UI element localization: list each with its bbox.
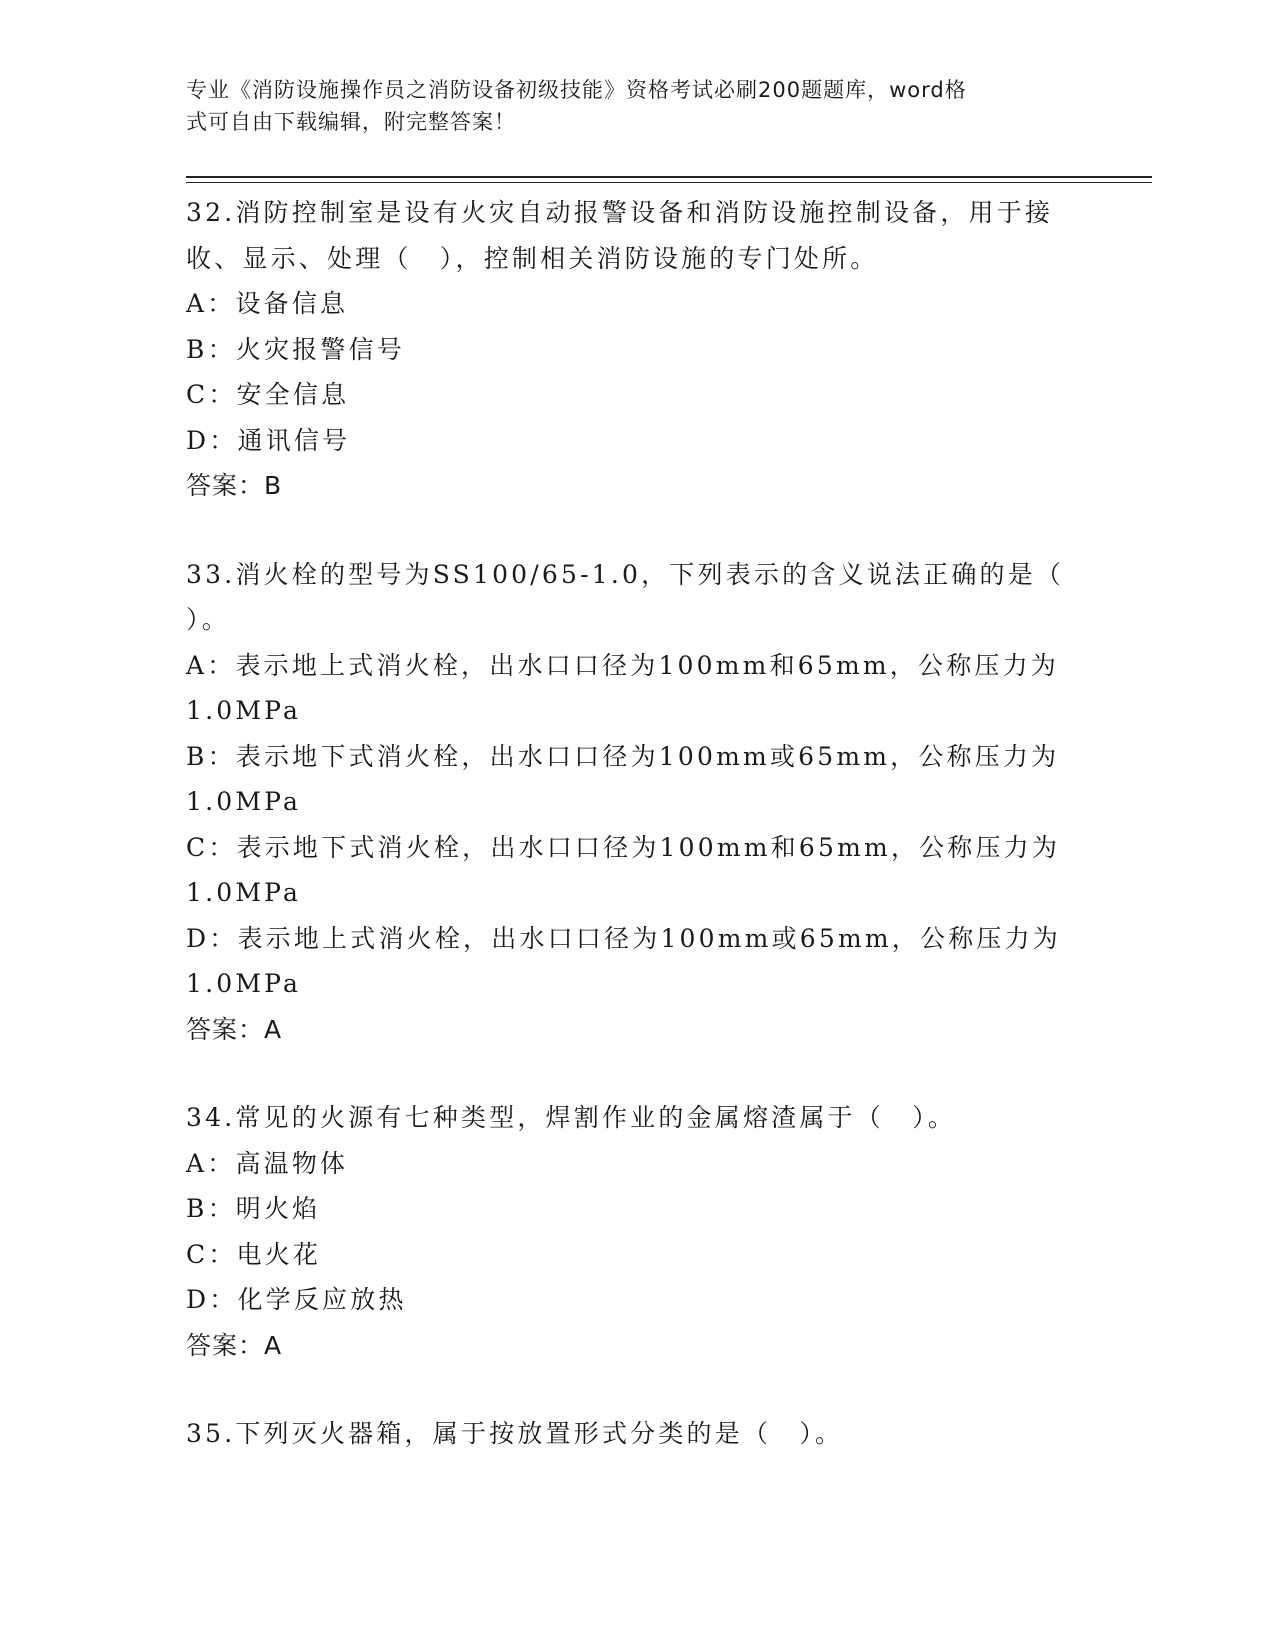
option-a-continued: 1.0MPa bbox=[186, 696, 302, 725]
document-header bbox=[186, 74, 1066, 138]
question-35 bbox=[186, 1411, 1086, 1457]
option-a: A：表示地上式消火栓，出水口口径为100mm和65mm，公称压力为 bbox=[186, 650, 1060, 680]
option-c: C：表示地下式消火栓，出水口口径为100mm和65mm，公称压力为 bbox=[186, 832, 1061, 862]
answer-line: 答案：B bbox=[186, 471, 283, 500]
question-34 bbox=[186, 1095, 1086, 1368]
option-d-continued: 1.0MPa bbox=[186, 969, 302, 998]
answer-line: 答案：A bbox=[186, 1014, 283, 1044]
question-33 bbox=[186, 552, 1086, 1053]
question-text: 收、显示、处理（ ），控制相关消防设施的专门处所。 bbox=[186, 243, 879, 273]
option-a: A：高温物体 bbox=[186, 1148, 349, 1178]
option-c-continued: 1.0MPa bbox=[186, 878, 302, 907]
question-text: 34.常见的火源有七种类型，焊割作业的金属熔渣属于（ ）。 bbox=[186, 1103, 957, 1132]
option-b: B：火灾报警信号 bbox=[186, 334, 405, 364]
option-a: A：设备信息 bbox=[186, 289, 349, 318]
option-d: D：化学反应放热 bbox=[186, 1285, 407, 1314]
question-32 bbox=[186, 190, 1086, 509]
header-divider-thick bbox=[186, 176, 1152, 178]
question-list bbox=[186, 190, 1086, 1500]
option-d: D：通讯信号 bbox=[186, 425, 351, 455]
question-text: 35.下列灭火器箱，属于按放置形式分类的是（ ）。 bbox=[186, 1419, 844, 1448]
option-b-continued: 1.0MPa bbox=[186, 787, 302, 816]
question-text: 33.消火栓的型号为SS100/65-1.0，下列表示的含义说法正确的是（ bbox=[186, 559, 1065, 589]
option-c: C：电火花 bbox=[186, 1239, 322, 1269]
option-b: B：表示地下式消火栓，出水口口径为100mm或65mm，公称压力为 bbox=[186, 741, 1060, 771]
question-text: 32.消防控制室是设有火灾自动报警设备和消防设施控制设备，用于接 bbox=[186, 198, 1054, 227]
header-line: 式可自由下载编辑，附完整答案！ bbox=[186, 110, 516, 134]
option-c: C：安全信息 bbox=[186, 380, 350, 409]
header-divider-thin bbox=[186, 182, 1152, 183]
answer-line: 答案：A bbox=[186, 1330, 283, 1360]
option-b: B：明火焰 bbox=[186, 1194, 321, 1223]
question-text: ）。 bbox=[186, 605, 230, 634]
header-line: 专业《消防设施操作员之消防设备初级技能》资格考试必刷200题题库，word格 bbox=[186, 78, 967, 102]
option-d: D：表示地上式消火栓，出水口口径为100mm或65mm，公称压力为 bbox=[186, 923, 1061, 953]
